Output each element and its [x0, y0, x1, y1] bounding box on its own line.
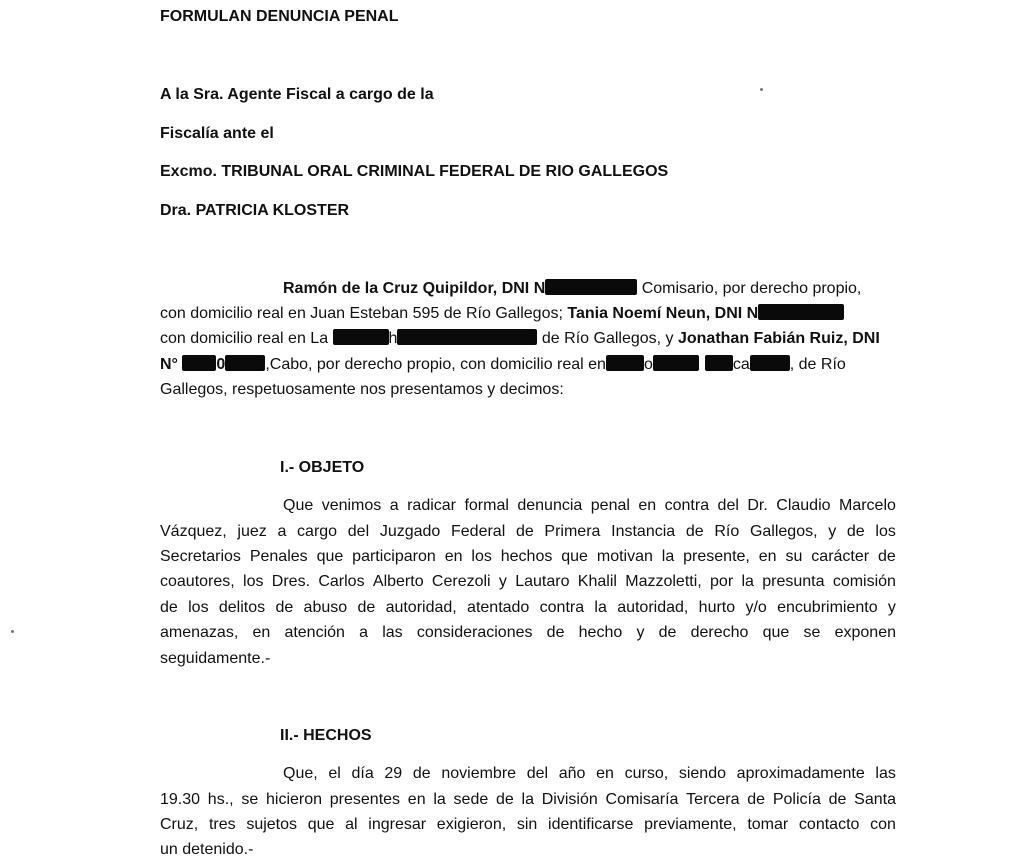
- word: sin: [516, 816, 538, 833]
- word: hurto: [698, 599, 736, 616]
- word: amenazas,: [160, 624, 239, 641]
- word: año: [558, 765, 586, 782]
- word: denuncia: [517, 497, 583, 514]
- word: Instancia: [611, 523, 676, 540]
- word: autoridad,: [385, 599, 457, 616]
- word: los: [875, 523, 896, 540]
- redaction-bar: [750, 355, 790, 371]
- section2-line-3: [160, 815, 896, 835]
- word: se: [803, 624, 821, 641]
- word: que: [316, 548, 344, 565]
- word: del: [717, 497, 739, 514]
- word: exponen: [834, 624, 896, 641]
- word: derecho: [690, 624, 749, 641]
- intro-line-3: con domicilio real en La h de Río Gallegos, y Jonathan Fabián Ruiz, DNI: [160, 330, 880, 347]
- word: de: [747, 791, 766, 808]
- word: Juzgado: [379, 523, 441, 540]
- word: de: [658, 624, 677, 641]
- word: Cerezoli: [431, 573, 491, 590]
- intro-line-1: Ramón de la Cruz Quipildor, DNI N Comisario, por derecho propio,: [283, 280, 862, 297]
- word: con: [870, 816, 896, 833]
- word: contacto: [798, 816, 860, 833]
- word: a: [389, 497, 399, 514]
- word: y: [887, 599, 896, 616]
- addressee-line-3: Excmo. TRIBUNAL ORAL CRIMINAL FEDERAL DE RIO GALLEGOS: [160, 163, 669, 180]
- word: las: [875, 765, 896, 782]
- word: a: [277, 523, 287, 540]
- word: su: [785, 548, 803, 565]
- word: Gallegos,: [749, 523, 818, 540]
- section1-line-7: seguidamente.-: [160, 650, 271, 667]
- complainant-name-3: Jonathan Fabián Ruiz, DNI: [677, 330, 880, 347]
- word: y/o: [745, 599, 767, 616]
- section1-line-6: [160, 623, 896, 643]
- section2-line-2: [160, 790, 896, 810]
- word: Penales: [249, 548, 308, 565]
- word: de: [275, 599, 294, 616]
- word: día: [351, 765, 374, 782]
- redaction-bar: [225, 355, 265, 371]
- word: abuso: [303, 599, 348, 616]
- word: hechos: [500, 548, 553, 565]
- word: Policía: [772, 791, 821, 808]
- word: y: [636, 624, 645, 641]
- word: que: [307, 816, 335, 833]
- intro-line-4: N° 0 ,Cabo, por derecho propio, con domicilio real en o ca , de Río: [160, 356, 846, 373]
- word: la: [661, 548, 675, 565]
- word: atentado: [467, 599, 530, 616]
- redaction-bar: [758, 304, 844, 320]
- word: Marcelo: [838, 497, 896, 514]
- word: sede: [453, 791, 489, 808]
- word: en: [407, 791, 426, 808]
- section-heading-hechos: II.- HECHOS: [280, 727, 372, 744]
- word: del: [526, 765, 549, 782]
- word: presentes: [329, 791, 401, 808]
- word: de: [496, 791, 514, 808]
- word: Tercera: [686, 791, 740, 808]
- redaction-bar: [545, 279, 637, 295]
- word: comisión: [832, 573, 896, 590]
- word: aproximadamente: [736, 765, 865, 782]
- word: radicar: [407, 497, 456, 514]
- word: 19.30: [160, 791, 201, 808]
- word: hecho: [578, 624, 623, 641]
- word: Que: [283, 497, 314, 514]
- word: el: [328, 765, 341, 782]
- word: los: [471, 548, 492, 565]
- section-heading-objeto: I.- OBJETO: [280, 459, 365, 476]
- word: Lautaro: [515, 573, 570, 590]
- word: motivan: [596, 548, 653, 565]
- word: Secretarios: [160, 548, 241, 565]
- word: se: [241, 791, 259, 808]
- word: juez: [237, 523, 267, 540]
- word: que: [762, 624, 790, 641]
- word: en: [758, 548, 777, 565]
- word: encubrimiento: [777, 599, 878, 616]
- word: identificarse: [548, 816, 634, 833]
- word: Que,: [283, 765, 318, 782]
- word: de: [412, 765, 431, 782]
- section1-line-4: [160, 572, 896, 592]
- word: que: [561, 548, 588, 565]
- word: formal: [464, 497, 509, 514]
- word: Carlos: [318, 573, 365, 590]
- word: presente,: [683, 548, 750, 565]
- word: tres: [208, 816, 236, 833]
- word: de: [357, 599, 376, 616]
- word: consideraciones: [416, 624, 533, 641]
- word: de: [828, 791, 847, 808]
- word: División: [541, 791, 598, 808]
- addressee-line-1: A la Sra. Agente Fiscal a cargo de la: [160, 86, 434, 103]
- section1-line-1: [283, 496, 896, 516]
- word: la: [741, 573, 754, 590]
- word: la: [594, 599, 607, 616]
- word: atención: [284, 624, 345, 641]
- word: la: [433, 791, 446, 808]
- word: hicieron: [266, 791, 323, 808]
- section1-line-5: [160, 598, 896, 618]
- intro-line-2: con domicilio real en Juan Esteban 595 de Río Gallegos; Tania Noemí Neun, DNI N: [160, 304, 844, 324]
- word: Cruz,: [160, 816, 199, 833]
- word: previamente,: [644, 816, 737, 833]
- word: de: [546, 624, 565, 641]
- word: la: [521, 791, 534, 808]
- word: penal: [590, 497, 630, 514]
- word: Alberto: [372, 573, 424, 590]
- scan-speck: [11, 630, 14, 633]
- redaction-bar: [182, 355, 216, 371]
- word: venimos: [321, 497, 382, 514]
- word: contra: [539, 599, 585, 616]
- intro-line-5: Gallegos, respetuosamente nos presentamos y decimos:: [160, 381, 564, 398]
- word: presunta: [762, 573, 825, 590]
- word: en: [638, 497, 657, 514]
- word: los: [188, 599, 209, 616]
- document-title: FORMULAN DENUNCIA PENAL: [160, 8, 399, 25]
- redaction-bar: [397, 329, 537, 345]
- word: y: [828, 523, 837, 540]
- word: Federal: [451, 523, 506, 540]
- word: Claudio: [776, 497, 831, 514]
- section2-line-4: un detenido.-: [160, 841, 254, 858]
- word: exigieron,: [436, 816, 507, 833]
- word: noviembre: [441, 765, 517, 782]
- word: Dr.: [747, 497, 768, 514]
- addressee-line-4: Dra. PATRICIA KLOSTER: [160, 202, 350, 219]
- word: los: [243, 573, 264, 590]
- word: curso,: [624, 765, 669, 782]
- section2-line-1: [283, 764, 896, 784]
- word: y: [498, 573, 507, 590]
- word: en: [444, 548, 463, 565]
- word: Khalil: [577, 573, 617, 590]
- word: Primera: [544, 523, 601, 540]
- word: de: [878, 548, 896, 565]
- word: Río: [714, 523, 740, 540]
- section1-line-3: [160, 547, 896, 567]
- word: hs.,: [207, 791, 234, 808]
- word: autoridad,: [617, 599, 689, 616]
- complainant-name-1: Ramón de la Cruz Quipildor, DNI N: [283, 280, 546, 297]
- word: de: [160, 599, 178, 616]
- word: contra: [664, 497, 710, 514]
- word: siendo: [678, 765, 726, 782]
- section1-line-2: [160, 522, 896, 542]
- redaction-bar: [606, 355, 644, 371]
- word: delitos: [218, 599, 266, 616]
- word: de: [515, 523, 534, 540]
- word: por: [710, 573, 734, 590]
- word: participaron: [352, 548, 436, 565]
- word: Dres.: [271, 573, 311, 590]
- word: del: [347, 523, 370, 540]
- word: las: [382, 624, 403, 641]
- word: Comisaría: [605, 791, 679, 808]
- word: al: [345, 816, 358, 833]
- word: de: [685, 523, 704, 540]
- word: sujetos: [246, 816, 298, 833]
- word: tomar: [747, 816, 789, 833]
- scan-speck: [760, 88, 763, 91]
- word: Vázquez,: [160, 523, 227, 540]
- word: de: [846, 523, 865, 540]
- complainant-name-2: Tania Noemí Neun, DNI N: [567, 305, 759, 322]
- redaction-bar: [705, 355, 733, 371]
- word: carácter: [811, 548, 870, 565]
- word: a: [359, 624, 369, 641]
- addressee-line-2: Fiscalía ante el: [160, 125, 274, 142]
- word: ingresar: [368, 816, 427, 833]
- redaction-bar: [333, 329, 389, 345]
- word: cargo: [297, 523, 338, 540]
- word: Santa: [854, 791, 896, 808]
- word: coautores,: [160, 573, 235, 590]
- word: 29: [384, 765, 403, 782]
- word: en: [596, 765, 614, 782]
- word: Mazzoletti,: [625, 573, 702, 590]
- redaction-bar: [653, 355, 699, 371]
- word: en: [252, 624, 271, 641]
